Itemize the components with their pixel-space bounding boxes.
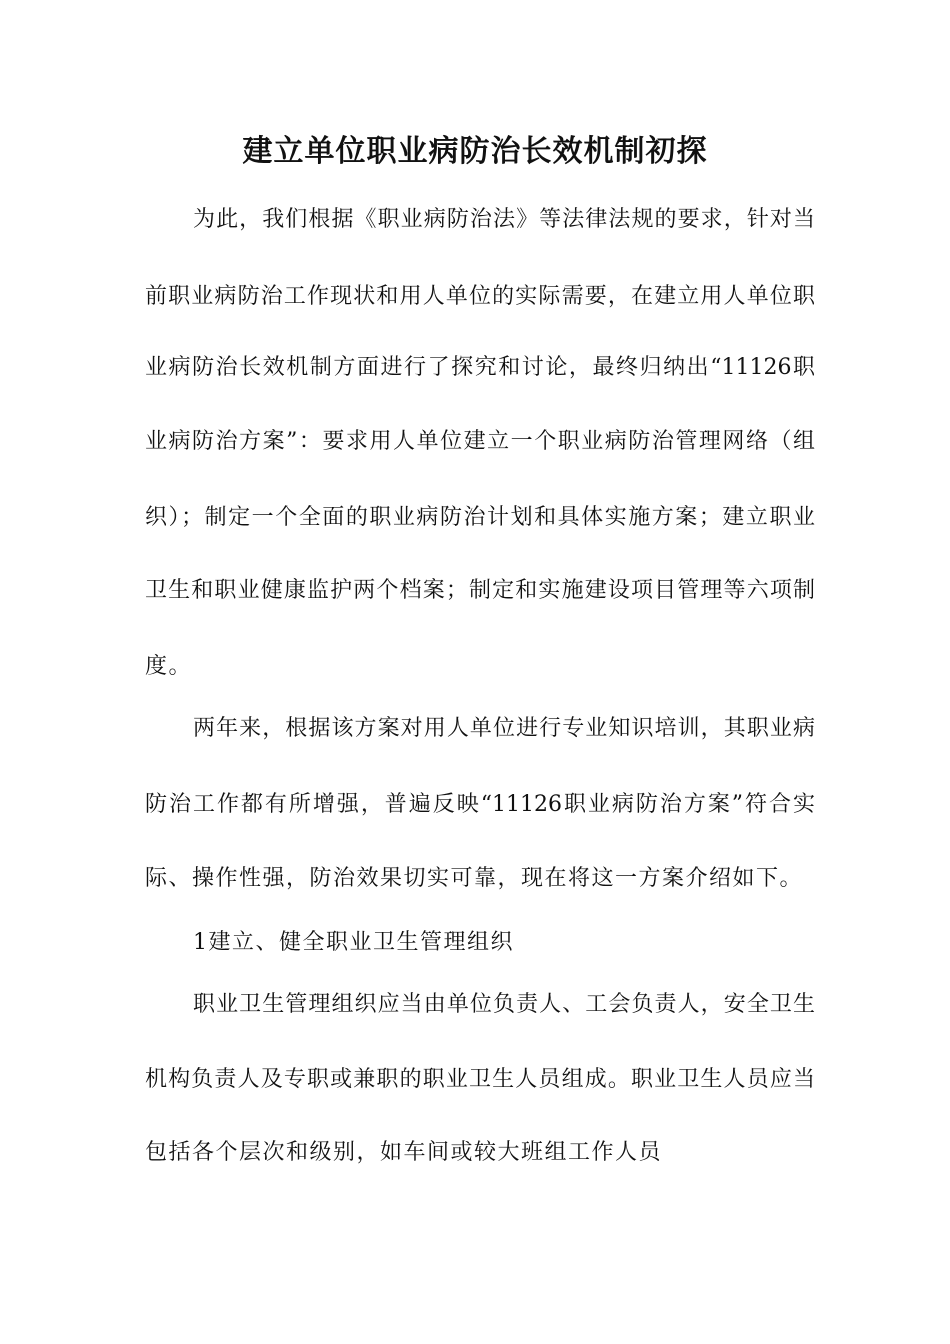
section-heading-1: 1建立、健全职业卫生管理组织 bbox=[193, 930, 514, 955]
paragraph-3-line-1: 职业卫生管理组织应当由单位负责人、工会负责人，安全卫生 bbox=[193, 992, 815, 1017]
paragraph-2-line-2: 防治工作都有所增强，普遍反映“11126职业病防治方案”符合实 bbox=[145, 792, 815, 817]
paragraph-1-line-7: 度。 bbox=[145, 654, 193, 679]
paragraph-3-line-3: 包括各个层次和级别，如车间或较大班组工作人员 bbox=[145, 1140, 663, 1165]
paragraph-1-line-3: 业病防治长效机制方面进行了探究和讨论，最终归纳出“11126职 bbox=[145, 355, 815, 380]
paragraph-1-line-1: 为此，我们根据《职业病防治法》等法律法规的要求，针对当 bbox=[193, 207, 815, 232]
document-title: 建立单位职业病防治长效机制初探 bbox=[242, 134, 708, 169]
paragraph-1-line-5: 织）；制定一个全面的职业病防治计划和具体实施方案；建立职业 bbox=[145, 505, 815, 530]
paragraph-3-line-2: 机构负责人及专职或兼职的职业卫生人员组成。职业卫生人员应当 bbox=[145, 1067, 815, 1092]
paragraph-1-line-6: 卫生和职业健康监护两个档案；制定和实施建设项目管理等六项制 bbox=[145, 578, 815, 603]
paragraph-2-line-1: 两年来，根据该方案对用人单位进行专业知识培训，其职业病 bbox=[193, 716, 815, 741]
paragraph-2-line-3: 际、操作性强，防治效果切实可靠，现在将这一方案介绍如下。 bbox=[145, 866, 804, 891]
paragraph-1-line-2: 前职业病防治工作现状和用人单位的实际需要，在建立用人单位职 bbox=[145, 284, 815, 309]
paragraph-1-line-4: 业病防治方案”：要求用人单位建立一个职业病防治管理网络（组 bbox=[145, 429, 815, 454]
